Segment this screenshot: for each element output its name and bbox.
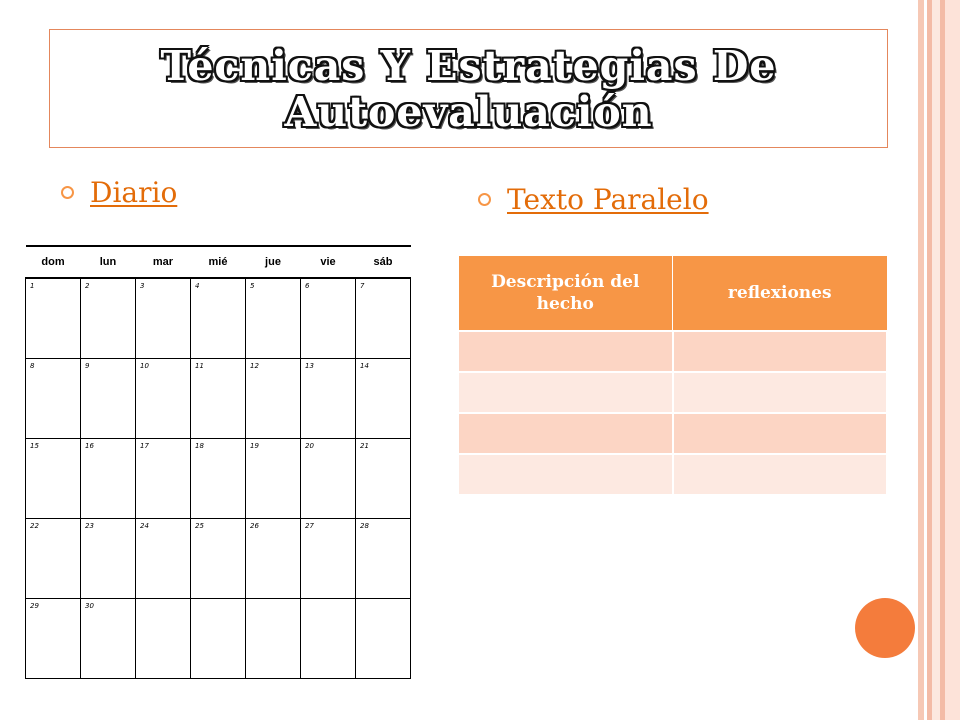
calendar-day-cell: 27	[301, 519, 356, 599]
title-line-1: Técnicas Y Estrategias De	[160, 41, 777, 90]
calendar-day-header: mié	[191, 246, 246, 278]
calendar-day-cell: 9	[81, 359, 136, 439]
calendar-day-cell: 19	[246, 439, 301, 519]
table-cell	[458, 454, 673, 495]
bullet-ring-icon	[478, 193, 491, 206]
table-header-row	[458, 256, 887, 332]
calendar-day-cell: 12	[246, 359, 301, 439]
calendar-week-row	[26, 599, 411, 679]
calendar-day-cell: 15	[26, 439, 81, 519]
calendar-day-cell: 5	[246, 278, 301, 359]
calendar-day-cell: 3	[136, 278, 191, 359]
calendar-day-cell: 10	[136, 359, 191, 439]
calendar-day-cell	[301, 599, 356, 679]
table-cell	[458, 331, 673, 372]
table-cell	[673, 454, 888, 495]
calendar-week-row	[26, 519, 411, 599]
calendar-day-cell: 21	[356, 439, 411, 519]
table-row	[458, 372, 887, 413]
calendar-day-cell: 1	[26, 278, 81, 359]
slide-title	[161, 43, 777, 135]
calendar-day-cell: 28	[356, 519, 411, 599]
calendar-day-cell: 17	[136, 439, 191, 519]
calendar-day-cell: 8	[26, 359, 81, 439]
calendar-header-row	[26, 246, 411, 278]
calendar-day-cell: 4	[191, 278, 246, 359]
table-body	[458, 331, 887, 495]
calendar-day-cell: 6	[301, 278, 356, 359]
calendar-day-cell: 22	[26, 519, 81, 599]
calendar-day-header: jue	[246, 246, 301, 278]
calendar-day-cell: 20	[301, 439, 356, 519]
title-line-2: Autoevaluación	[284, 87, 653, 136]
calendar-day-cell: 25	[191, 519, 246, 599]
calendar-day-cell: 29	[26, 599, 81, 679]
calendar-day-cell	[136, 599, 191, 679]
calendar	[25, 245, 411, 679]
calendar-day-cell	[191, 599, 246, 679]
decorative-circle	[855, 598, 915, 658]
title-box	[49, 29, 888, 148]
calendar-day-cell: 24	[136, 519, 191, 599]
calendar-day-cell	[246, 599, 301, 679]
texto-paralelo-link[interactable]: Texto Paralelo	[507, 183, 709, 216]
calendar-day-cell: 7	[356, 278, 411, 359]
decorative-stripe	[945, 0, 960, 720]
calendar-day-header: dom	[26, 246, 81, 278]
bullet-diario	[61, 176, 177, 209]
calendar-day-header: mar	[136, 246, 191, 278]
table-row	[458, 413, 887, 454]
calendar-day-header: vie	[301, 246, 356, 278]
calendar-day-cell: 11	[191, 359, 246, 439]
decorative-stripe	[932, 0, 940, 720]
table-row	[458, 331, 887, 372]
bullet-texto-paralelo	[478, 183, 709, 216]
calendar-day-cell: 16	[81, 439, 136, 519]
calendar-day-header: lun	[81, 246, 136, 278]
calendar-week-row	[26, 439, 411, 519]
table-cell	[673, 331, 888, 372]
table-cell	[458, 372, 673, 413]
calendar-day-cell: 23	[81, 519, 136, 599]
calendar-day-cell: 14	[356, 359, 411, 439]
calendar-day-cell: 26	[246, 519, 301, 599]
calendar-body	[26, 278, 411, 679]
table-row	[458, 454, 887, 495]
texto-paralelo-table	[457, 255, 888, 496]
bullet-ring-icon	[61, 186, 74, 199]
table-cell	[458, 413, 673, 454]
calendar-day-cell: 30	[81, 599, 136, 679]
calendar-week-row	[26, 359, 411, 439]
calendar-day-cell: 13	[301, 359, 356, 439]
header-reflexiones: reflexiones	[673, 256, 888, 332]
calendar-day-header: sáb	[356, 246, 411, 278]
calendar-week-row	[26, 278, 411, 359]
calendar-day-cell: 18	[191, 439, 246, 519]
header-descripcion: Descripción del hecho	[458, 256, 673, 332]
calendar-day-cell: 2	[81, 278, 136, 359]
diario-link[interactable]: Diario	[90, 176, 178, 209]
table-cell	[673, 413, 888, 454]
calendar-day-cell	[356, 599, 411, 679]
table-cell	[673, 372, 888, 413]
